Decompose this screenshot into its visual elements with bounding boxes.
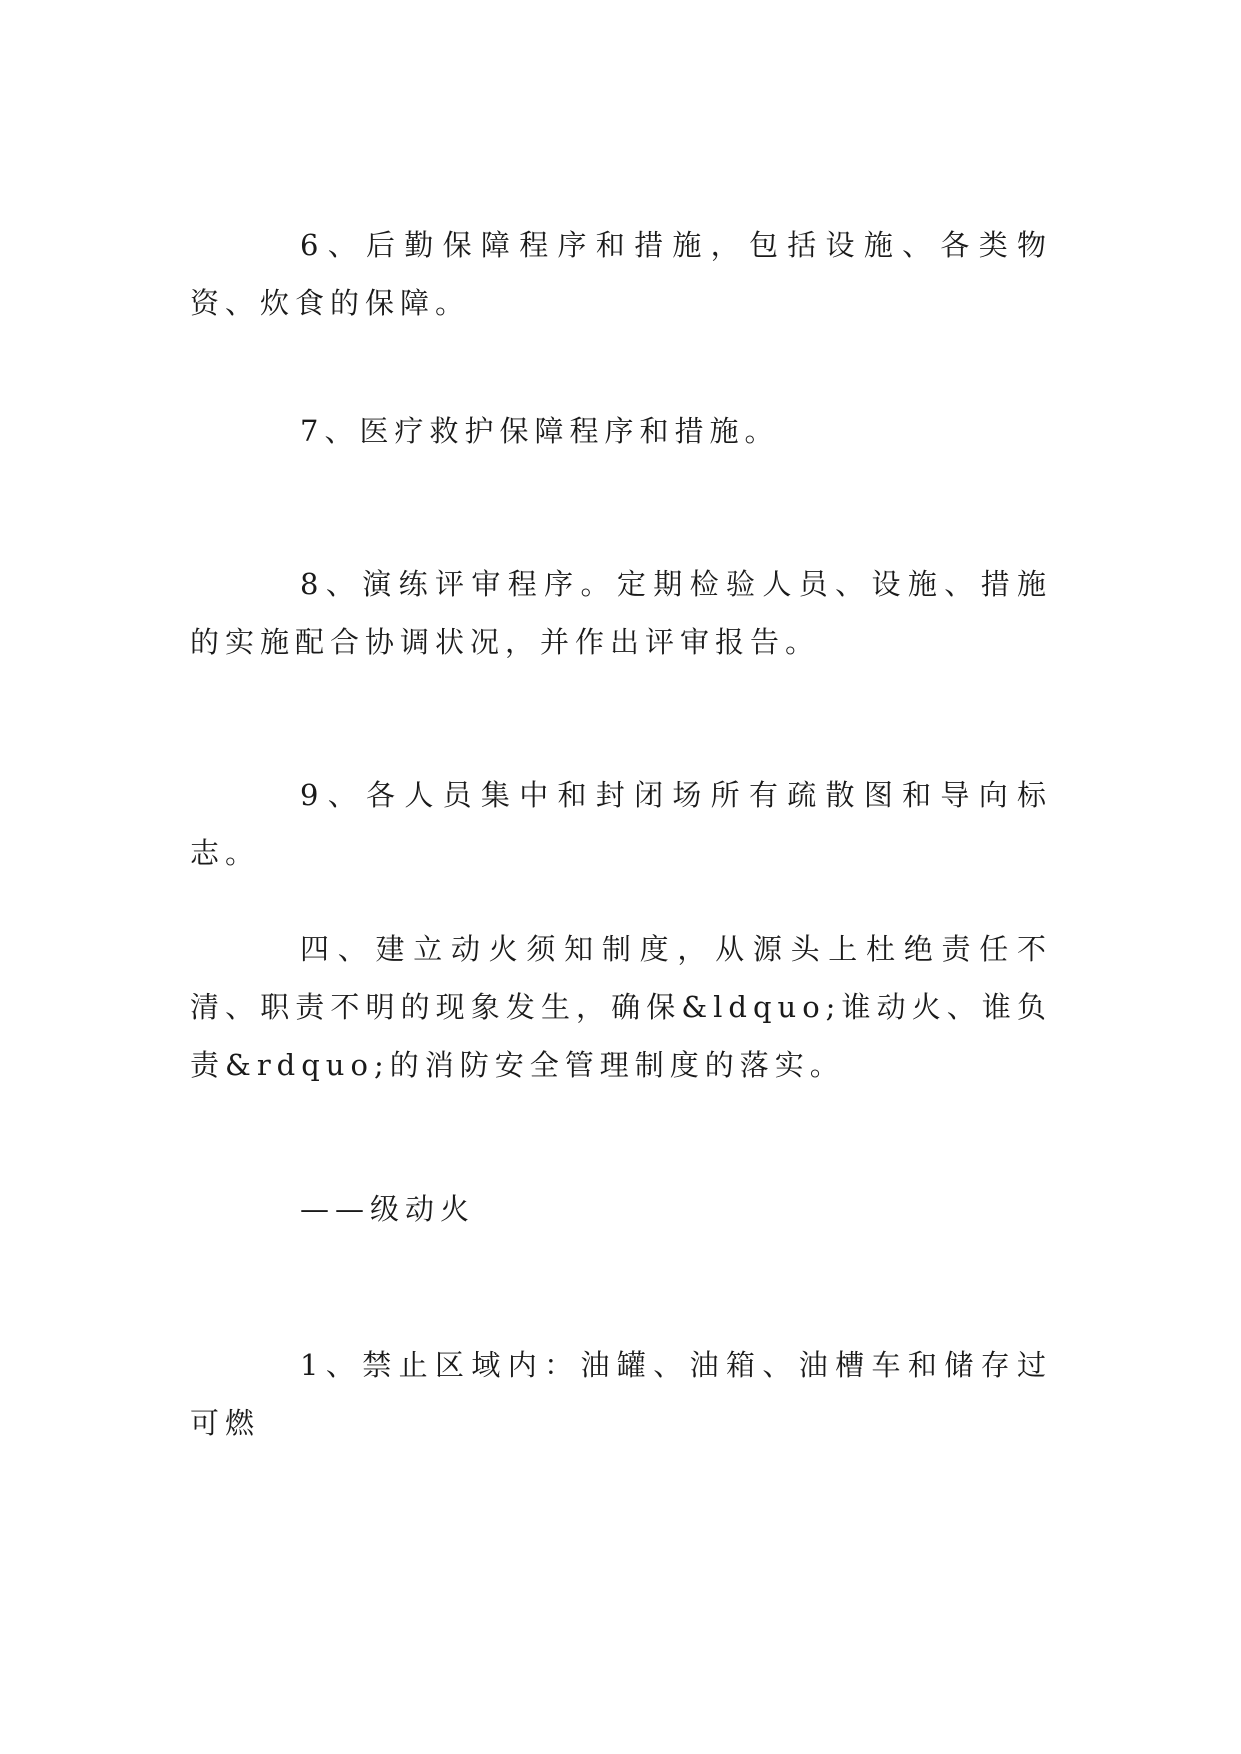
heading-level-one-hot-work: ——级动火 xyxy=(300,1192,476,1226)
paragraph-logistics-support: 6、后勤保障程序和措施，包括设施、各类物资、炊食的保障。 xyxy=(190,228,1052,320)
paragraph-drill-review: 8、演练评审程序。定期检验人员、设施、措施的实施配合协调状况，并作出评审报告。 xyxy=(190,567,1052,659)
paragraph-evacuation-signs: 9、各人员集中和封闭场所有疏散图和导向标志。 xyxy=(190,778,1052,870)
paragraph-hot-work-system: 四、建立动火须知制度，从源头上杜绝责任不清、职责不明的现象发生，确保&ldquo;谁动火、谁负责&rdquo;的消防安全管理制度的落实。 xyxy=(190,932,1052,1082)
paragraph-medical-rescue: 7、医疗救护保障程序和措施。 xyxy=(300,414,780,448)
paragraph-prohibited-zone: 1、禁止区域内：油罐、油箱、油槽车和储存过可燃 xyxy=(190,1348,1052,1440)
